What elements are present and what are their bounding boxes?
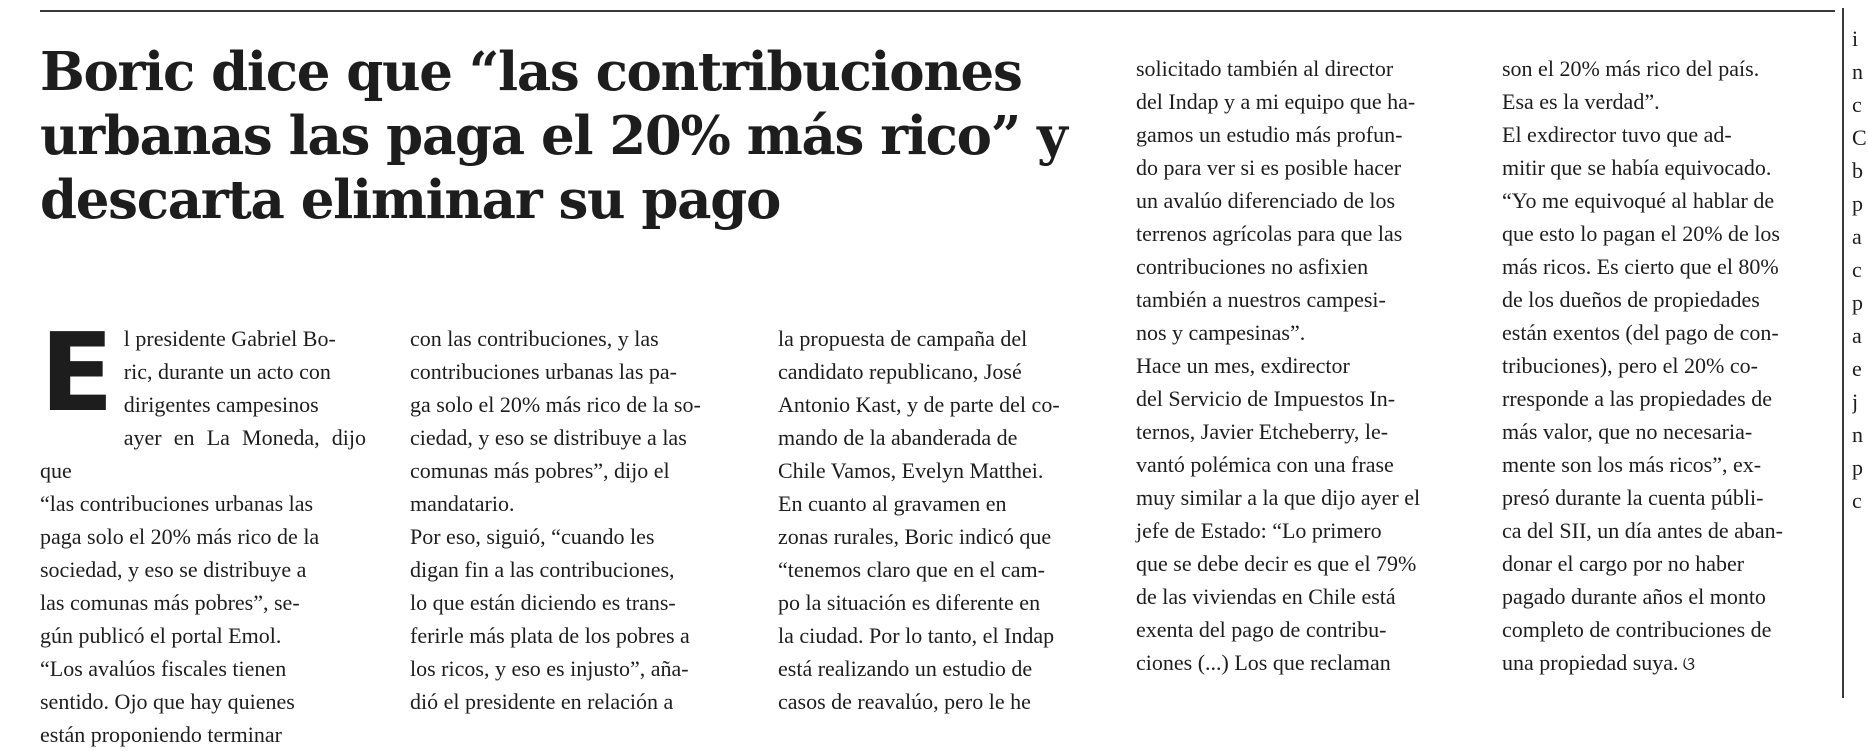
body-column-2: con las contribuciones, y las contribuciones urbanas las pa- ga solo el 20% más rico de la so- ciedad, y eso se distribuye a las comunas más pobres”, dijo el mandatario. Por eso, siguió, “cuando les digan fin a las contribuciones, lo que están diciendo es trans- ferirle más plata de los pobres a los ricos, y eso es injusto”, aña- dió el presidente en relación a [410, 326, 701, 714]
column-5-text: son el 20% más rico del país. Esa es la verdad”. El exdirector tuvo que ad- mitir que se había equivocado. “Yo me equivoqué al hablar de que esto lo pagan el 20% de los más ricos. Es cierto que el 80% de los dueños de propiedades están exentos (del pago de con- tribuciones), pero el 20% co- rresponde a las propiedades de más valor, que no necesaria- mente son los más ricos”, ex- presó durante la cuenta públi- ca del SII, un día antes de aban- donar el cargo por no haber pagado durante años el monto completo de contribuciones de una propiedad suya. [1502, 56, 1783, 675]
top-rule [40, 10, 1835, 12]
body-column-3: la propuesta de campaña del candidato republicano, José Antonio Kast, y de parte del co- mando de la abanderada de Chile Vamos, Evelyn Matthei. En cuanto al gravamen en zonas rurales, Boric indicó que “tenemos claro que en el cam- po la situación es diferente en la ciudad. Por lo tanto, el Indap está realizando un estudio de casos de reavalúo, pero le he [778, 326, 1060, 714]
end-mark-icon: ଓ [1682, 654, 1695, 675]
body-column-5 [1502, 52, 1832, 681]
body-column-4: solicitado también al director del Indap y a mi equipo que ha- gamos un estudio más profun- do para ver si es posible hacer un avalúo diferenciado de los terrenos agrícolas para que las contribuciones no asfixien también a nuestros campesi- nos y campesinas”. Hace un mes, exdirector del Servicio de Impuestos In- ternos, Javier Etcheberry, le- vantó polémica con una frase muy similar a la que dijo ayer el jefe de Estado: “Lo primero que se debe decir es que el 79% de las viviendas en Chile está exenta del pago de contribu- ciones (...) Los que reclaman [1136, 56, 1421, 675]
drop-cap: E [40, 311, 114, 436]
headline: Boric dice que “las contribuciones urbanas las paga el 20% más rico” y descarta eliminar su pago [40, 41, 1067, 231]
adjacent-column-fragment: i n c C b p a c p a e j n p c [1852, 26, 1867, 513]
column-1-text: l presidente Gabriel Bo- ric, durante un acto con dirigentes campesinos ayer en La Moneda, dijo que “las contribuciones urbanas las paga solo el 20% más rico de la sociedad, y eso se distribuye a las comunas más pobres”, se- gún publicó el portal Emol. “Los avalúos fiscales tienen sentido. Ojo que hay quienes están proponiendo terminar [40, 326, 366, 747]
column-divider [1842, 8, 1844, 698]
body-column-1 [40, 311, 366, 751]
